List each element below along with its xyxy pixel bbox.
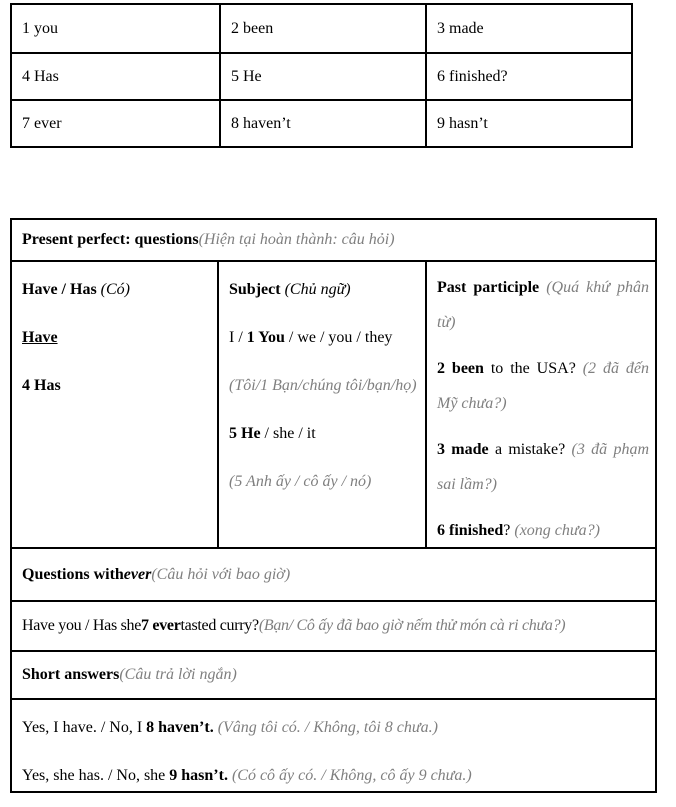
subject-cell: Subject (Chủ ngữ) I / 1 You / we / you / they (Tôi/1 Bạn/chúng tôi/bạn/họ) 5 He / she / it (5 Anh ấy / cô ấy / nó) — [217, 262, 425, 547]
grammar-table — [10, 218, 657, 793]
key-table-cell: 7 ever — [12, 99, 219, 146]
key-table-cell: 9 hasn’t — [425, 99, 631, 146]
grammar-columns-row — [12, 260, 655, 547]
key-table-cell: 8 haven’t — [219, 99, 425, 146]
key-table-cell: 1 you — [22, 19, 58, 37]
answer-key-table — [10, 3, 633, 148]
questions-with-ever-row: Questions with ever (Câu hỏi với bao giờ) — [12, 547, 655, 600]
have-has-cell: Have / Has (Có) Have 4 Has — [22, 281, 130, 394]
example-question-row: Have you / Has she 7 ever tasted curry? (Bạn/ Cô ấy đã bao giờ nếm thử món cà ri chưa?) — [12, 600, 655, 650]
key-table-cell: 2 been — [219, 5, 425, 52]
key-table-cell: 6 finished? — [425, 52, 631, 99]
key-table-cell: 4 Has — [12, 52, 219, 99]
short-answers-row: Short answers (Câu trả lời ngắn) — [12, 650, 655, 698]
answers-row: Yes, I have. / No, I 8 haven’t. (Vâng tôi có. / Không, tôi 8 chưa.) Yes, she has. / No, she 9 hasn’t. (Có cô ấy có. / Không, cô ấy 9 chưa.) — [12, 698, 655, 791]
past-participle-cell: Past participle (Quá khứ phân từ) 2 been to the USA? (2 đã đến Mỹ chưa?) 3 made a mistake? (3 đã phạm sai lầm?) 6 finished? (xong chưa?) — [425, 262, 655, 547]
grammar-header-row: Present perfect: questions (Hiện tại hoàn thành: câu hỏi) — [22, 231, 395, 248]
key-table-cell: 5 He — [219, 52, 425, 99]
key-table-cell: 3 made — [425, 5, 631, 52]
